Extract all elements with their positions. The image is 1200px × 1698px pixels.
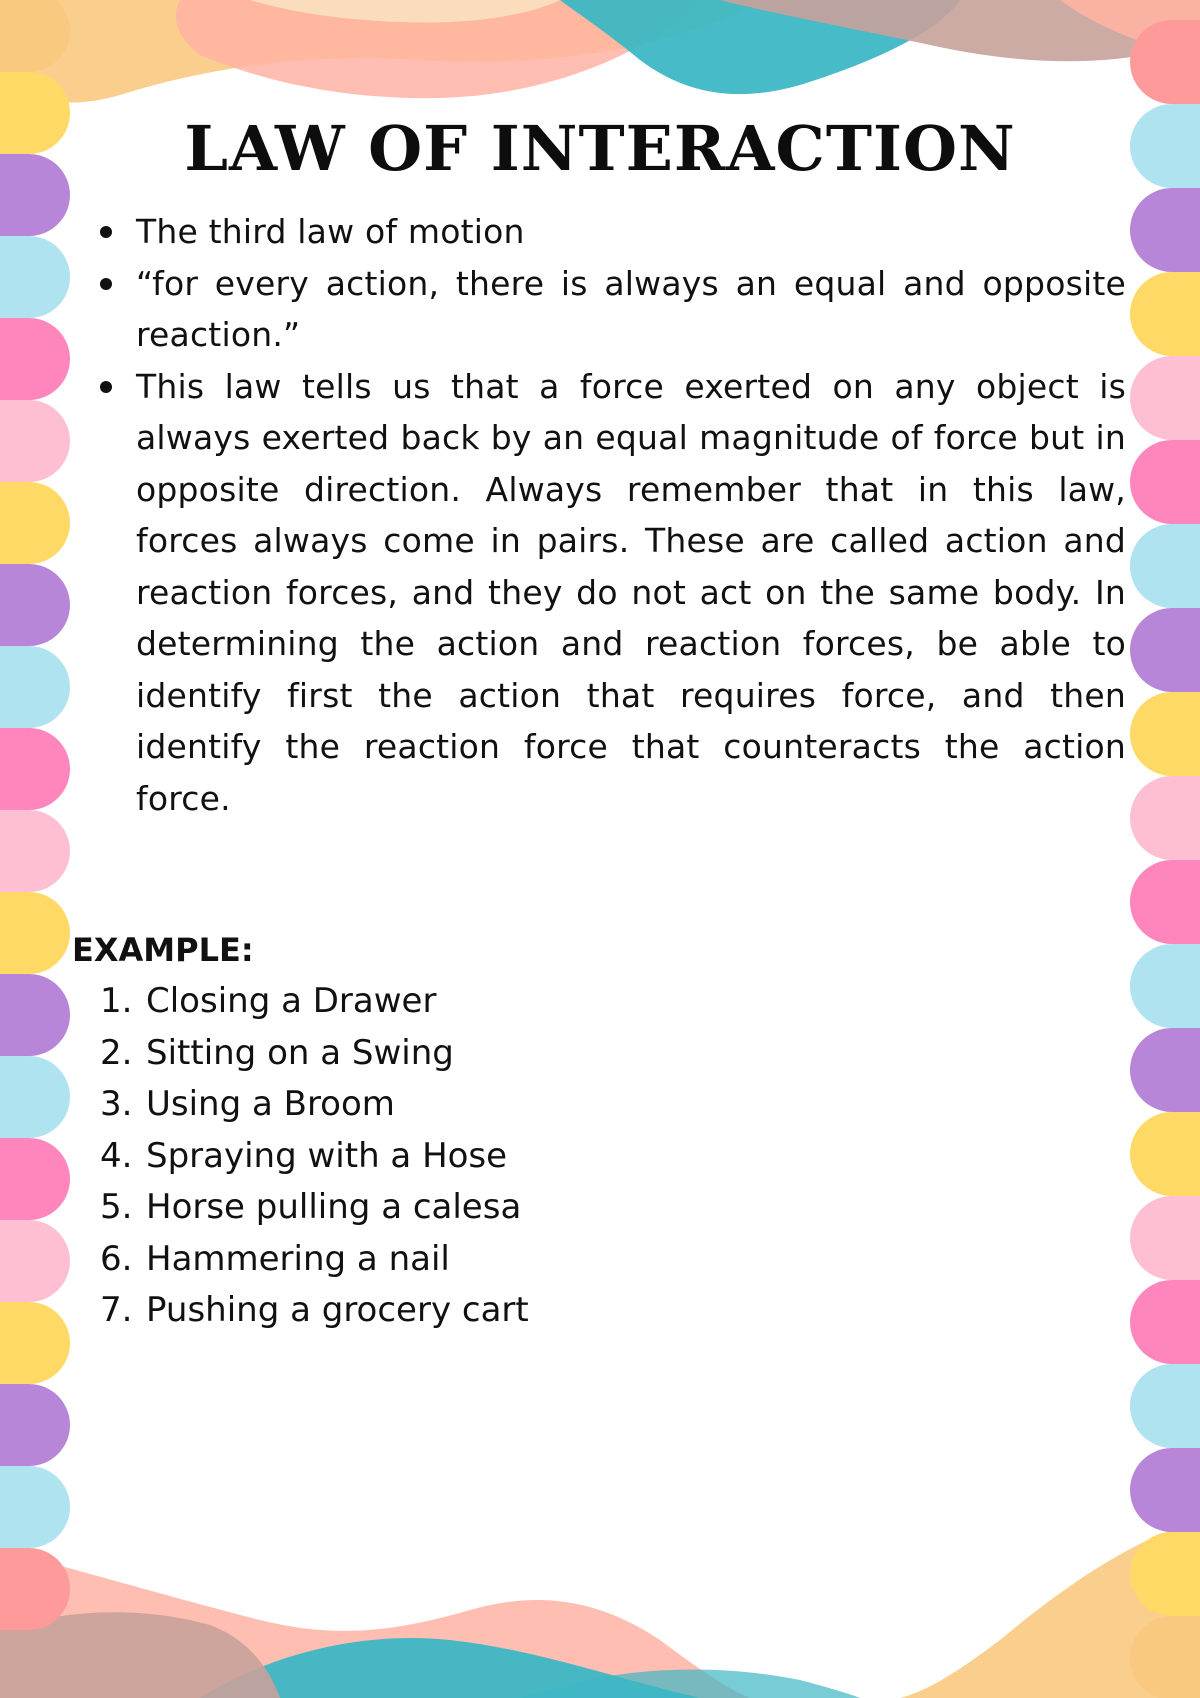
- example-number: 5.: [100, 1187, 133, 1227]
- bullet-text: “for every action, there is always an equal and opposite reaction.”: [136, 263, 1126, 354]
- page-title: LAW OF INTERACTION: [184, 112, 1016, 185]
- example-list: [100, 976, 900, 1337]
- example-number: 3.: [100, 1084, 133, 1124]
- example-text: Sitting on a Swing: [146, 1032, 454, 1073]
- example-text: Closing a Drawer: [146, 981, 437, 1021]
- example-text: Using a Broom: [146, 1084, 395, 1124]
- example-item: [100, 1234, 900, 1286]
- bullet-item: [100, 258, 1126, 361]
- example-item: [100, 1079, 900, 1131]
- bullet-dot-icon: [100, 381, 112, 393]
- bullet-list: [100, 206, 1126, 824]
- example-number: 7.: [100, 1290, 133, 1330]
- example-number: 1.: [100, 981, 133, 1021]
- bullet-dot-icon: [100, 278, 112, 290]
- example-item: [100, 1028, 900, 1080]
- bullet-text: This law tells us that a force exerted on any object is always exerted back by an equal magnitude of force but in opposite direction. Always remember that in this law, forces always come in pairs. These are called action and reaction forces, and they do not act on the same body. In determining the action and reaction forces, be able to identify first the action that requires force, and then identify the reaction force that counteracts the action force.: [136, 366, 1126, 818]
- example-text: Spraying with a Hose: [146, 1135, 508, 1176]
- example-text: Hammering a nail: [146, 1238, 450, 1279]
- bullet-dot-icon: [100, 226, 112, 238]
- example-number: 6.: [100, 1238, 133, 1279]
- example-item: [100, 1131, 900, 1183]
- example-text: Pushing a grocery cart: [146, 1290, 529, 1330]
- example-item: [100, 1285, 900, 1337]
- bullet-item: [100, 206, 1126, 258]
- example-item: [100, 976, 900, 1028]
- bullet-text: The third law of motion: [136, 212, 525, 251]
- bullet-item: [100, 361, 1126, 825]
- example-text: Horse pulling a calesa: [146, 1187, 522, 1227]
- example-heading: EXAMPLE:: [72, 931, 254, 969]
- example-number: 4.: [100, 1135, 133, 1176]
- example-number: 2.: [100, 1032, 133, 1073]
- example-item: [100, 1182, 900, 1234]
